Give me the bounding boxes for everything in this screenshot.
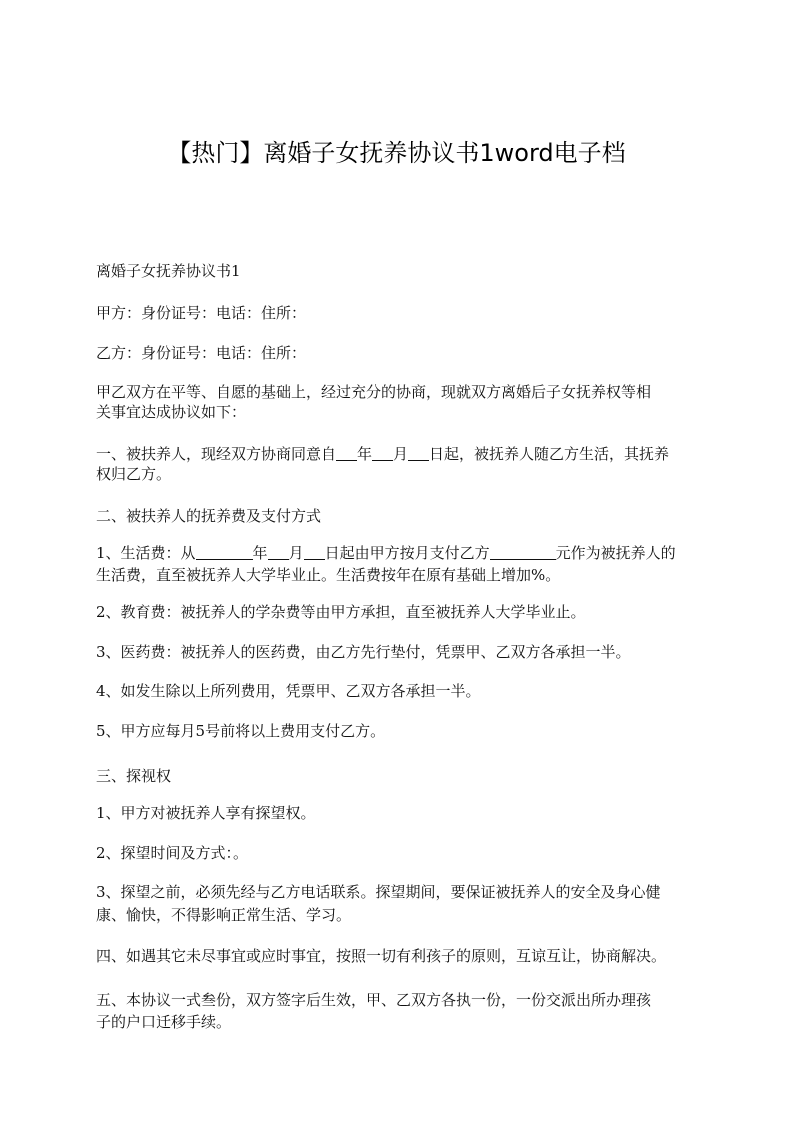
clause-2-1-text-d: 日起由甲方按月支付乙方 [324, 544, 490, 562]
clause-2-3: 3、医药费：被抚养人的医药费，由乙方先行垫付，凭票甲、乙双方各承担一半。 [96, 643, 631, 661]
clause-3-3-line-1: 3、探望之前，必须先经与乙方电话联系。探望期间，要保证被抚养人的安全及身心健 [96, 883, 661, 901]
clause-1-text-a: 一、被扶养人，现经双方协商同意自 [96, 445, 337, 463]
blank-field [268, 544, 289, 560]
blank-field [372, 445, 393, 461]
clause-3-1: 1、甲方对被抚养人享有探望权。 [96, 804, 316, 822]
clause-2-1-line-1 [96, 542, 702, 564]
clause-2-1-line-2: 生活费，直至被抚养人大学毕业止。生活费按年在原有基础上增加%。 [96, 566, 561, 584]
intro-line-1: 甲乙双方在平等、自愿的基础上，经过充分的协商，现就双方离婚后子女抚养权等相 [96, 383, 652, 401]
clause-2-1-text-a: 1、生活费：从 [96, 544, 196, 562]
clause-3-3-line-2: 康、愉快，不得影响正常生活、学习。 [96, 906, 352, 924]
clause-1-text-d: 日起，被抚养人随乙方生活，其抚养 [429, 445, 670, 463]
clause-2-1-text-b: 年 [252, 544, 268, 562]
blank-field [490, 544, 556, 560]
blank-field [408, 445, 429, 461]
intro-line-2: 关事宜达成协议如下： [96, 403, 247, 421]
party-b-line: 乙方：身份证号：电话：住所： [96, 344, 307, 362]
clause-2-2: 2、教育费：被抚养人的学杂费等由甲方承担，直至被抚养人大学毕业止。 [96, 603, 586, 621]
clause-1-line-2: 权归乙方。 [96, 465, 172, 483]
agreement-subtitle: 离婚子女抚养协议书1 [96, 262, 241, 280]
clause-1-text-c: 月 [393, 445, 409, 463]
section-5-line-2: 子的户口迁移手续。 [96, 1013, 232, 1031]
party-a-line: 甲方：身份证号：电话：住所： [96, 304, 307, 322]
document-title: 【热门】离婚子女抚养协议书1word电子档 [167, 139, 626, 167]
section-4: 四、如遇其它未尽事宜或应时事宜，按照一切有利孩子的原则，互谅互让，协商解决。 [96, 947, 667, 965]
clause-1-text-b: 年 [357, 445, 373, 463]
blank-field [336, 445, 357, 461]
section-5-line-1: 五、本协议一式叁份，双方签字后生效，甲、乙双方各执一份，一份交派出所办理孩 [96, 991, 652, 1009]
clause-2-5: 5、甲方应每月5号前将以上费用支付乙方。 [96, 722, 386, 740]
blank-field [196, 544, 253, 560]
clause-2-4: 4、如发生除以上所列费用，凭票甲、乙双方各承担一半。 [96, 682, 481, 700]
clause-2-1-text-e: 元作为被抚养人的 [555, 544, 676, 562]
blank-field [304, 544, 325, 560]
clause-1-line-1 [96, 443, 702, 465]
clause-2-1-text-c: 月 [288, 544, 304, 562]
section-3-heading: 三、探视权 [96, 767, 172, 785]
clause-3-2: 2、探望时间及方式：。 [96, 844, 249, 862]
section-2-heading: 二、被扶养人的抚养费及支付方式 [96, 507, 322, 525]
